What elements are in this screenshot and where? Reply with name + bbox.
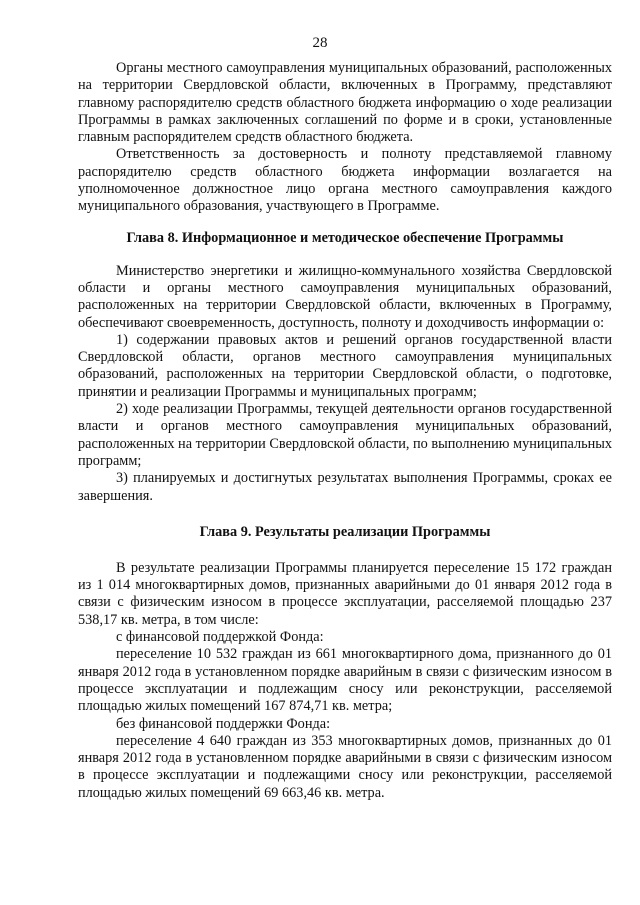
chapter-9-heading: Глава 9. Результаты реализации Программы bbox=[199, 523, 491, 540]
chapter-8-heading: Глава 8. Информационное и методическое обеспечение Программы bbox=[126, 229, 564, 246]
chapter-8-paragraph-1: Министерство энергетики и жилищно-коммунального хозяйства Свердловской области и органы местного самоуправления муниципальных образований, расположенных на территории Свердловской области, включенных в Программу, обеспечивают своевременность, доступность, полноту и доходчивость информации о: bbox=[78, 262, 612, 331]
chapter-8-paragraph-4: 3) планируемых и достигнутых результатах выполнения Программы, сроках ее завершения. bbox=[78, 470, 612, 504]
chapter-9-paragraph-3: переселение 10 532 граждан из 661 многоквартирного дома, признанного до 01 января 2012 года в установленном порядке аварийным в связи с физическим износом в процессе эксплуатации и подлежащим сносу или реконструкции, расселяемой площадью жилых помещений 167 874,71 кв. метра; bbox=[78, 646, 612, 715]
chapter-9-paragraph-4: без финансовой поддержки Фонда: bbox=[116, 715, 331, 732]
chapter-9-paragraph-2: с финансовой поддержкой Фонда: bbox=[116, 629, 324, 646]
intro-paragraph-1: Органы местного самоуправления муниципальных образований, расположенных на территории Свердловской области, включенных в Программу, представляют главному распорядителю средств областного бюджета информацию о ходе реализации Программы в рамках заключенных соглашений по форме и в сроки, установленные главным распорядителем средств областного бюджета. bbox=[78, 60, 612, 146]
page-body bbox=[78, 60, 612, 802]
chapter-9-paragraph-1: В результате реализации Программы планируется переселение 15 172 граждан из 1 014 многоквартирных домов, признанных аварийными до 01 января 2012 года в связи с физическим износом в процессе эксплуатации, расселяемой площадью 237 538,17 кв. метра, в том числе: bbox=[78, 559, 612, 628]
chapter-8-paragraph-3: 2) ходе реализации Программы, текущей деятельности органов государственной власти и органов местного самоуправления муниципальных образований, расположенных на территории Свердловской области, по выполнению муниципальных программ; bbox=[78, 401, 613, 469]
chapter-8-paragraph-2: 1) содержании правовых актов и решений органов государственной власти Свердловской области, органов местного самоуправления муниципальных образований, расположенных на территории Свердловской области, о подготовке, принятии и реализации Программы и муниципальных программ; bbox=[78, 331, 612, 400]
chapter-9-paragraph-5: переселение 4 640 граждан из 353 многоквартирных домов, признанных до 01 января 2012 года в установленном порядке аварийными в связи с физическим износом в процессе эксплуатации и подлежащими сносу или реконструкции, расселяемой площадью жилых помещений 69 663,46 кв. метра. bbox=[78, 732, 612, 801]
page-number: 28 bbox=[312, 35, 328, 51]
intro-paragraph-2: Ответственность за достоверность и полноту представляемой главному распорядителю средств областного бюджета информации возлагается на уполномоченное должностное лицо органа местного самоуправления каждого муниципального образования, участвующего в Программе. bbox=[78, 146, 612, 215]
